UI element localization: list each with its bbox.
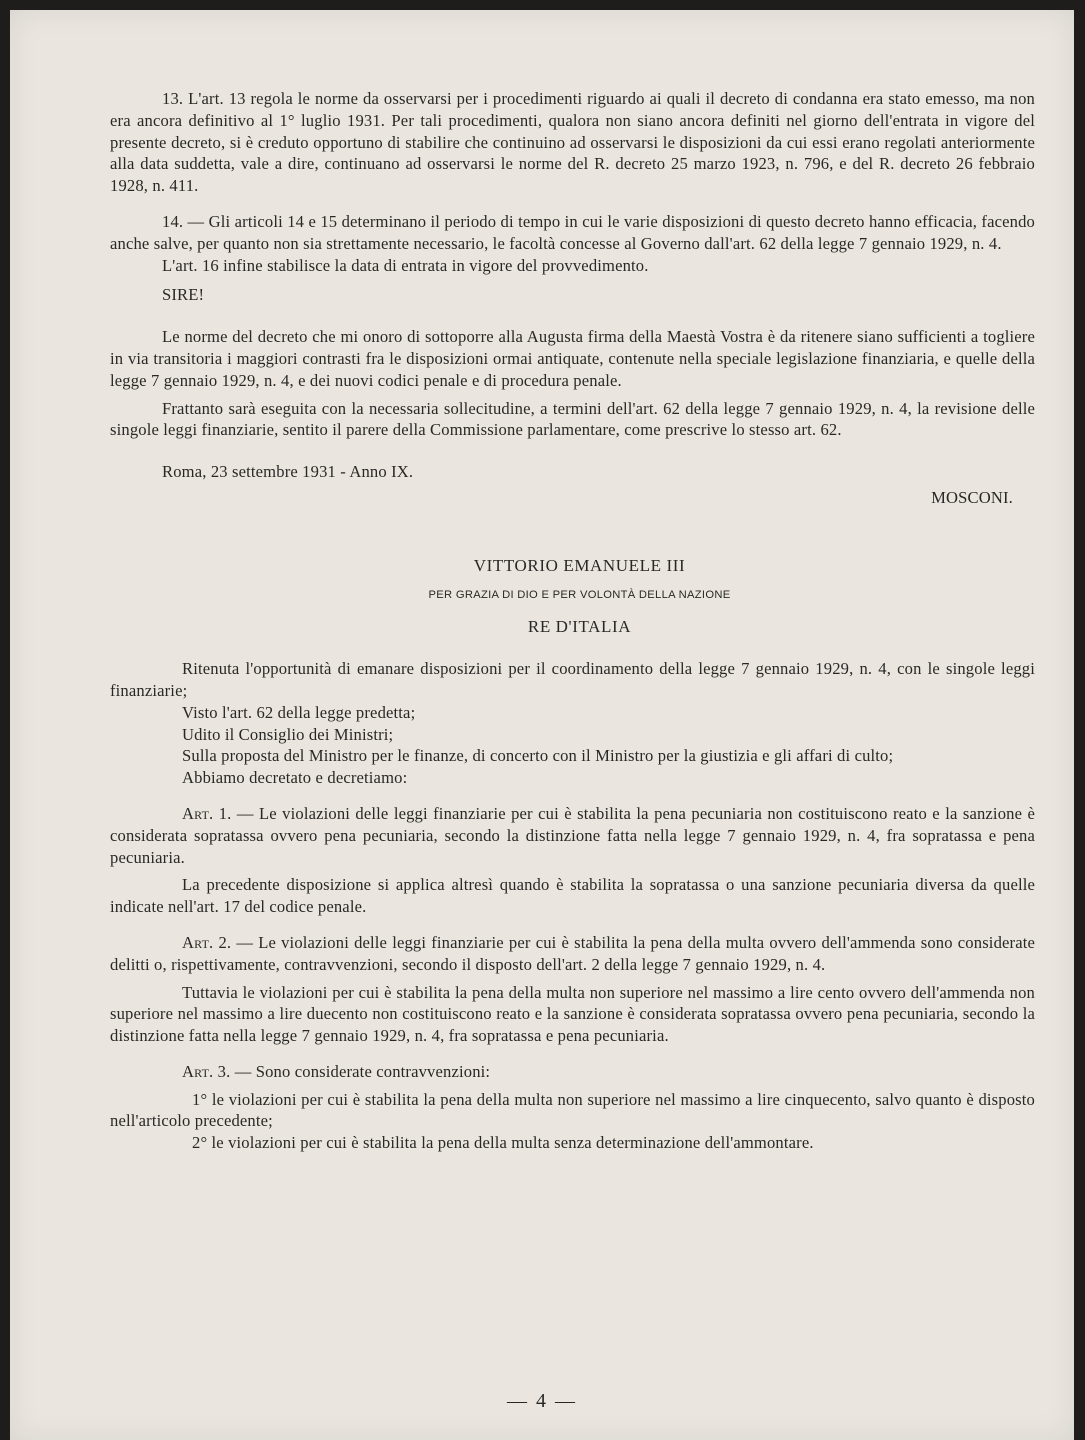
preamble-ritenuta: Ritenuta l'opportunità di emanare disposizioni per il coordinamento della legge 7 gennaio 1929, n. 4, con le singole leggi finanziarie;: [110, 659, 1035, 700]
preamble-visto: Visto l'art. 62 della legge predetta;: [182, 702, 416, 722]
paragraph-art-13: 13. L'art. 13 regola le norme da osservarsi per i procedimenti riguardo ai quali il decreto di condanna era stato emesso, ma non era ancora definitivo al 1° luglio 1931. Per tali procedimenti, qualora non siano ancora definiti nel giorno dell'entrata in vigore del presente decreto, si è creduto opportuno di stabilire che continuino ad osservarsi le disposizioni da cui essi erano regolati anteriormente alla data suddetta, vale a dire, continuano ad osservarsi le norme del R. decreto 25 marzo 1923, n. 796, e del R. decreto 26 febbraio 1928, n. 411.: [110, 89, 1035, 196]
article-2-text: — Le violazioni delle leggi finanziarie per cui è stabilita la pena della multa ovvero dell'ammenda sono considerate delitti o, rispettivamente, contravvenzioni, secondo il disposto dell'art. 2 della legge 7 gennaio 1929, n. 4.: [110, 932, 1035, 974]
king-title: VITTORIO EMANUELE III: [473, 555, 686, 575]
salutation: SIRE!: [162, 285, 205, 305]
date-line: Roma, 23 settembre 1931 - Anno IX.: [162, 462, 414, 482]
page-content: [110, 88, 1035, 1154]
article-2-label: Art. 2.: [182, 932, 232, 952]
preamble-udito: Udito il Consiglio dei Ministri;: [182, 724, 394, 744]
paragraph-art-16: L'art. 16 infine stabilisce la data di entrata in vigore del provvedimento.: [162, 255, 649, 275]
page-number: — 4 —: [507, 1390, 577, 1412]
paragraph-frattanto: Frattanto sarà eseguita con la necessaria sollecitudine, a termini dell'art. 62 della legge 7 gennaio 1929, n. 4, la revisione delle singole leggi finanziarie, sentito il parere della Commissione parlamentare, come prescrive lo stesso art. 62.: [110, 398, 1035, 440]
article-3: [110, 1061, 1035, 1083]
preamble-abbiamo: Abbiamo decretato e decretiamo:: [182, 768, 408, 788]
grace-line: PER GRAZIA DI DIO E PER VOLONTÀ DELLA NAZIONE: [428, 588, 731, 601]
document-page: [10, 10, 1074, 1440]
article-2-paragraph-2: Tuttavia le violazioni per cui è stabilita la pena della multa non superiore nel massimo a lire cento ovvero dell'ammenda non superiore nel massimo a lire duecento non costituiscono reato e la sanzione è considerata sopratassa ovvero pena pecuniaria, secondo la distinzione fatta nella legge 7 gennaio 1929, n. 4, fra sopratassa e pena pecuniaria.: [110, 982, 1035, 1046]
article-1: [110, 803, 1035, 868]
article-3-item-1: 1° le violazioni per cui è stabilita la pena della multa non superiore nel massimo a lire cinquecento, salvo quanto è disposto nell'articolo precedente;: [110, 1089, 1035, 1131]
article-1-text: — Le violazioni delle leggi finanziarie per cui è stabilita la pena pecuniaria non costituiscono reato e la sanzione è considerata sopratassa ovvero pena pecuniaria, secondo la distinzione fatta nella legge 7 gennaio 1929, n. 4, fra sopratassa e pena pecuniaria.: [110, 803, 1036, 867]
article-3-text: — Sono considerate contravvenzioni:: [230, 1061, 491, 1081]
paragraph-norme: Le norme del decreto che mi onoro di sottoporre alla Augusta firma della Maestà Vostra è da ritenere siano sufficienti a togliere in via transitoria i maggiori contrasti fra le disposizioni ormai antiquate, contenute nella speciale legislazione finanziaria, e quelle della legge 7 gennaio 1929, n. 4, e dei nuovi codici penale e di procedura penale.: [110, 327, 1035, 390]
paragraph-art-14: 14. — Gli articoli 14 e 15 determinano il periodo di tempo in cui le varie disposizioni di questo decreto hanno efficacia, facendo anche salve, per quanto non sia strettamente necessario, le facoltà concesse al Governo dall'art. 62 della legge 7 gennaio 1929, n. 4.: [110, 211, 1035, 253]
signature: MOSCONI.: [931, 487, 1013, 507]
article-3-label: Art. 3.: [182, 1061, 231, 1081]
article-1-label: Art. 1.: [182, 803, 232, 823]
article-3-item-2: 2° le violazioni per cui è stabilita la pena della multa senza determinazione dell'ammontare.: [192, 1133, 814, 1153]
re-title: RE D'ITALIA: [527, 617, 632, 637]
article-2: [110, 932, 1035, 976]
preamble-sulla: Sulla proposta del Ministro per le finanze, di concerto con il Ministro per la giustizia e gli affari di culto;: [182, 746, 894, 766]
article-1-paragraph-2: La precedente disposizione si applica altresì quando è stabilita la sopratassa o una sanzione pecuniaria diversa da quelle indicate nell'art. 17 del codice penale.: [110, 875, 1035, 917]
